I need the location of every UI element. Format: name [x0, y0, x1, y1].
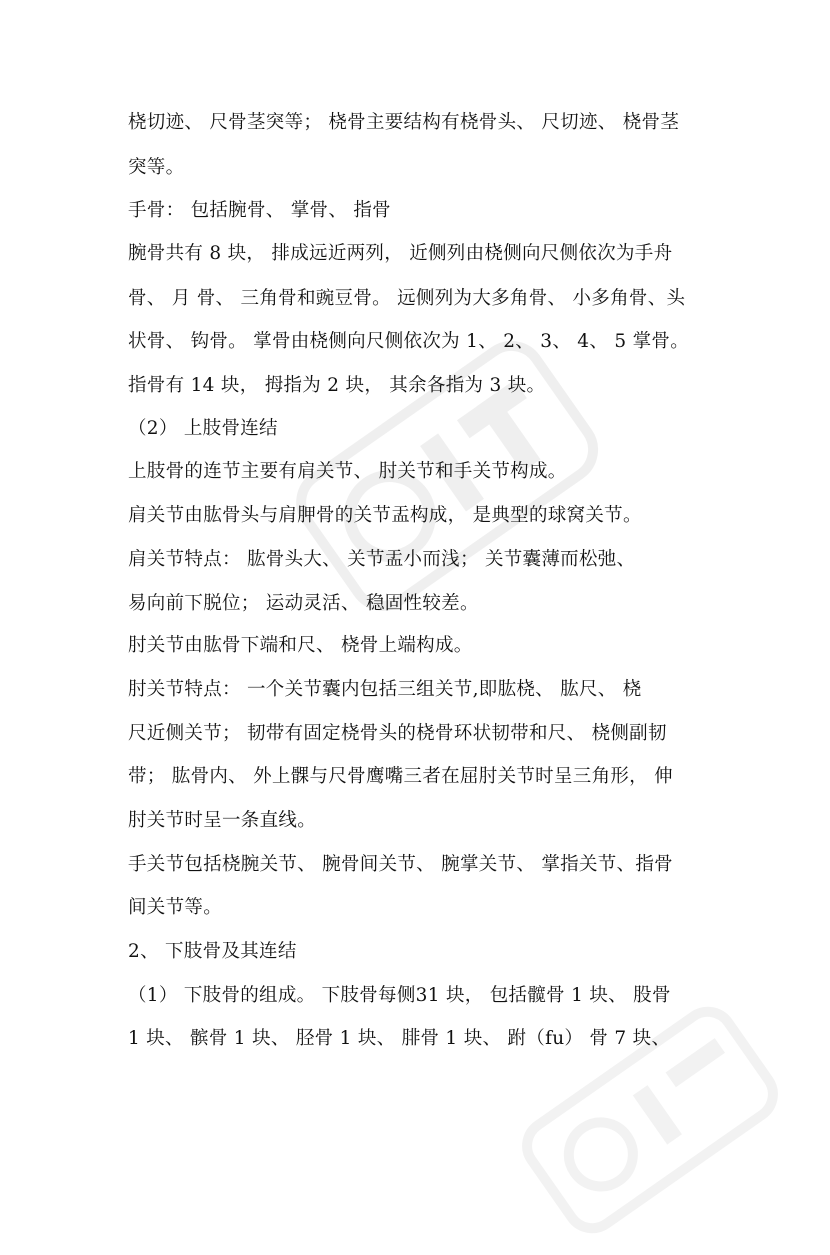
text-line: 腕骨共有 8 块， 排成远近两列， 近侧列由桡侧向尺侧依次为手舟: [128, 243, 673, 264]
text-line: 指骨有 14 块， 拇指为 2 块， 其余各指为 3 块。: [128, 375, 546, 396]
text-line: 带； 肱骨内、 外上髁与尺骨鹰嘴三者在屈肘关节时呈三角形， 伸: [128, 766, 673, 787]
section-heading: （2） 上肢骨连结: [128, 418, 278, 439]
text-line: 肩关节由肱骨头与肩胛骨的关节盂构成， 是典型的球窝关节。: [128, 505, 642, 526]
text-line: 肩关节特点： 肱骨头大、 关节盂小而浅； 关节囊薄而松弛、: [128, 549, 636, 570]
text-line: 间关节等。: [128, 897, 223, 918]
text-line: 肘关节特点： 一个关节囊内包括三组关节,即肱桡、 肱尺、 桡: [128, 679, 642, 700]
text-line: 肘关节由肱骨下端和尺、 桡骨上端构成。: [128, 635, 473, 656]
text-line: 突等。: [128, 157, 185, 178]
text-line: 易向前下脱位； 运动灵活、 稳固性较差。: [128, 593, 479, 614]
text-line: 手骨： 包括腕骨、 掌骨、 指骨: [128, 200, 391, 221]
text-line: 上肢骨的连节主要有肩关节、 肘关节和手关节构成。: [128, 461, 567, 482]
text-line: （1） 下肢骨的组成。 下肢骨每侧31 块， 包括髋骨 1 块、 股骨: [128, 985, 671, 1006]
text-line: 肘关节时呈一条直线。: [128, 810, 317, 831]
text-line: 手关节包括桡腕关节、 腕骨间关节、 腕掌关节、 掌指关节、指骨: [128, 854, 673, 875]
section-heading: 2、 下肢骨及其连结: [128, 941, 297, 962]
text-line: 1 块、 髌骨 1 块、 胫骨 1 块、 腓骨 1 块、 跗（fu） 骨 7 块、: [128, 1028, 671, 1049]
text-line: 尺近侧关节； 韧带有固定桡骨头的桡骨环状韧带和尺、 桡侧副韧: [128, 723, 667, 744]
text-line: 状骨、 钩骨。 掌骨由桡侧向尺侧依次为 1、 2、 3、 4、 5 掌骨。: [128, 331, 689, 352]
text-line: 骨、 月 骨、 三角骨和豌豆骨。 远侧列为大多角骨、 小多角骨、头: [128, 288, 686, 309]
text-line: 桡切迹、 尺骨茎突等； 桡骨主要结构有桡骨头、 尺切迹、 桡骨茎: [128, 112, 680, 133]
